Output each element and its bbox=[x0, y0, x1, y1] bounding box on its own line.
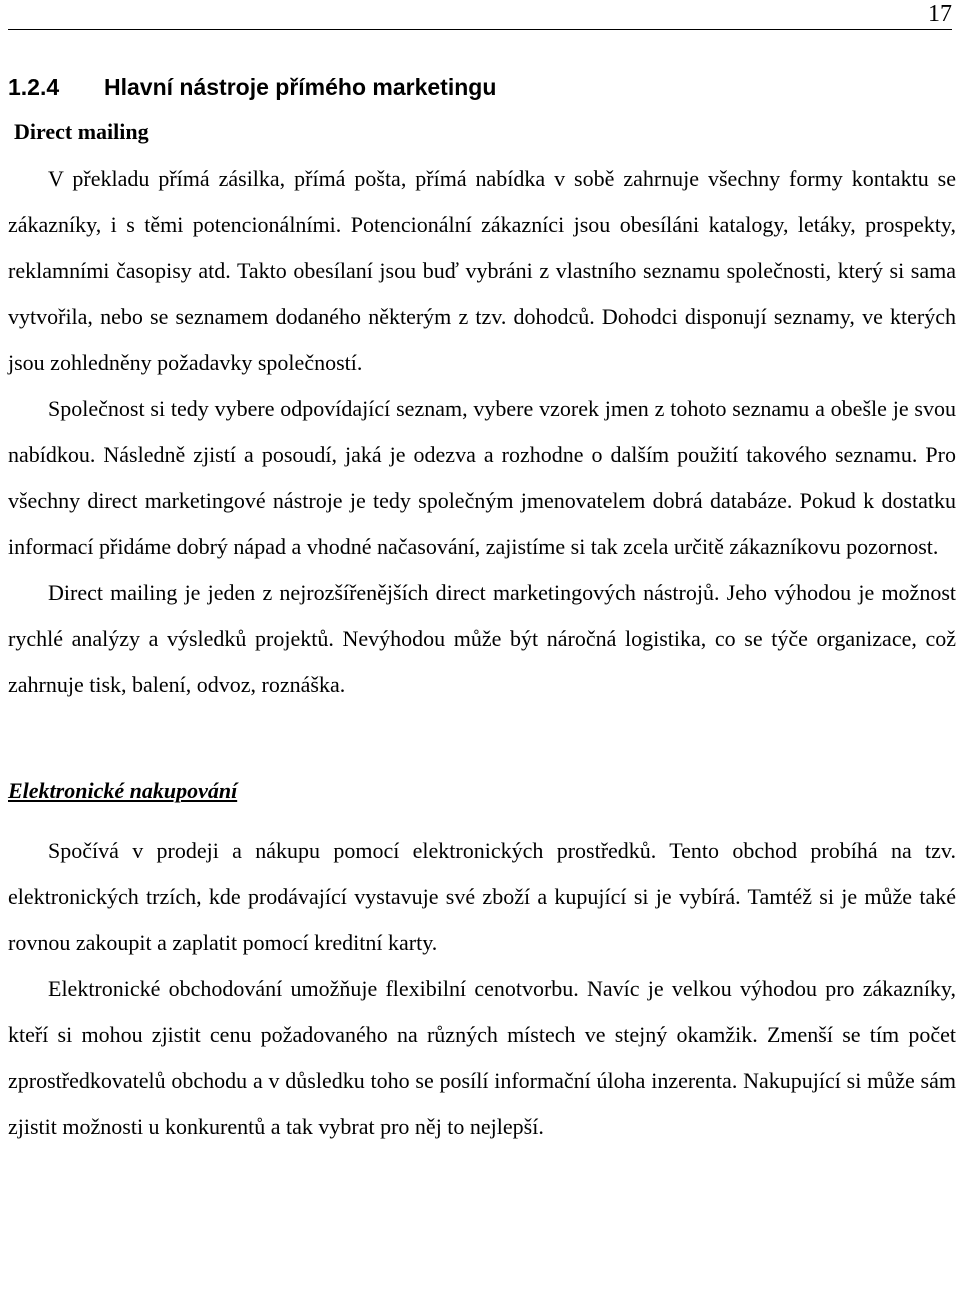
e-shopping-heading: Elektronické nakupování bbox=[8, 778, 238, 803]
direct-mailing-paragraph: Direct mailing je jeden z nejrozšířenějších direct marketingových nástrojů. Jeho výhodou je možnost rychlé analýzy a výsledků projektů. Nevýhodou může být náročná logistika, co se týče organizace, což zahrnuje tisk, balení, odvoz, roznáška. bbox=[8, 580, 956, 697]
direct-mailing-paragraph: V překladu přímá zásilka, přímá pošta, přímá nabídka v sobě zahrnuje všechny formy kontaktu se zákazníky, i s těmi potencionálními. Potencionální zákazníci jsou obesíláni katalogy, letáky, prospekty, reklamními časopisy atd. Takto obesílaní jsou buď vybráni z vlastního seznamu společnosti, který si sama vytvořila, nebo se seznamem dodaného některým z tzv. dohodců. Dohodci disponují seznamy, ve kterých jsou zohledněny požadavky společností. bbox=[8, 166, 956, 375]
section-title: Hlavní nástroje přímého marketingu bbox=[104, 74, 497, 100]
section-number: 1.2.4 bbox=[8, 74, 60, 100]
section-heading bbox=[8, 62, 956, 112]
e-shopping-paragraph: Spočívá v prodeji a nákupu pomocí elektronických prostředků. Tento obchod probíhá na tzv. elektronických trzích, kde prodávající vystavuje své zboží a kupující si je vybírá. Tamtéž si je může také rovnou zakoupit a zaplatit pomocí kreditní karty. bbox=[8, 838, 956, 955]
e-shopping-paragraph: Elektronické obchodování umožňuje flexibilní cenotvorbu. Navíc je velkou výhodou pro zákazníky, kteří si mohou zjistit cenu požadovaného na různých místech ve stejný okamžik. Zmenší se tím počet zprostředkovatelů obchodu a v důsledku toho se posílí informační úloha inzerenta. Nakupující si může sám zjistit možnosti u konkurentů a tak vybrat pro něj to nejlepší. bbox=[8, 976, 956, 1139]
header-rule bbox=[8, 29, 952, 30]
direct-mailing-heading: Direct mailing bbox=[14, 119, 149, 144]
document-body bbox=[8, 62, 956, 1150]
direct-mailing-paragraph: Společnost si tedy vybere odpovídající seznam, vybere vzorek jmen z tohoto seznamu a obešle je svou nabídkou. Následně zjistí a posoudí, jaká je odezva a rozhodne o dalším použití takového seznamu. Pro všechny direct marketingové nástroje je tedy společným jmenovatelem dobrá databáze. Pokud k dostatku informací přidáme dobrý nápad a vhodné načasování, zajistíme si tak zcela určitě zákazníkovu pozornost. bbox=[8, 396, 956, 559]
page-number: 17 bbox=[928, 1, 952, 27]
